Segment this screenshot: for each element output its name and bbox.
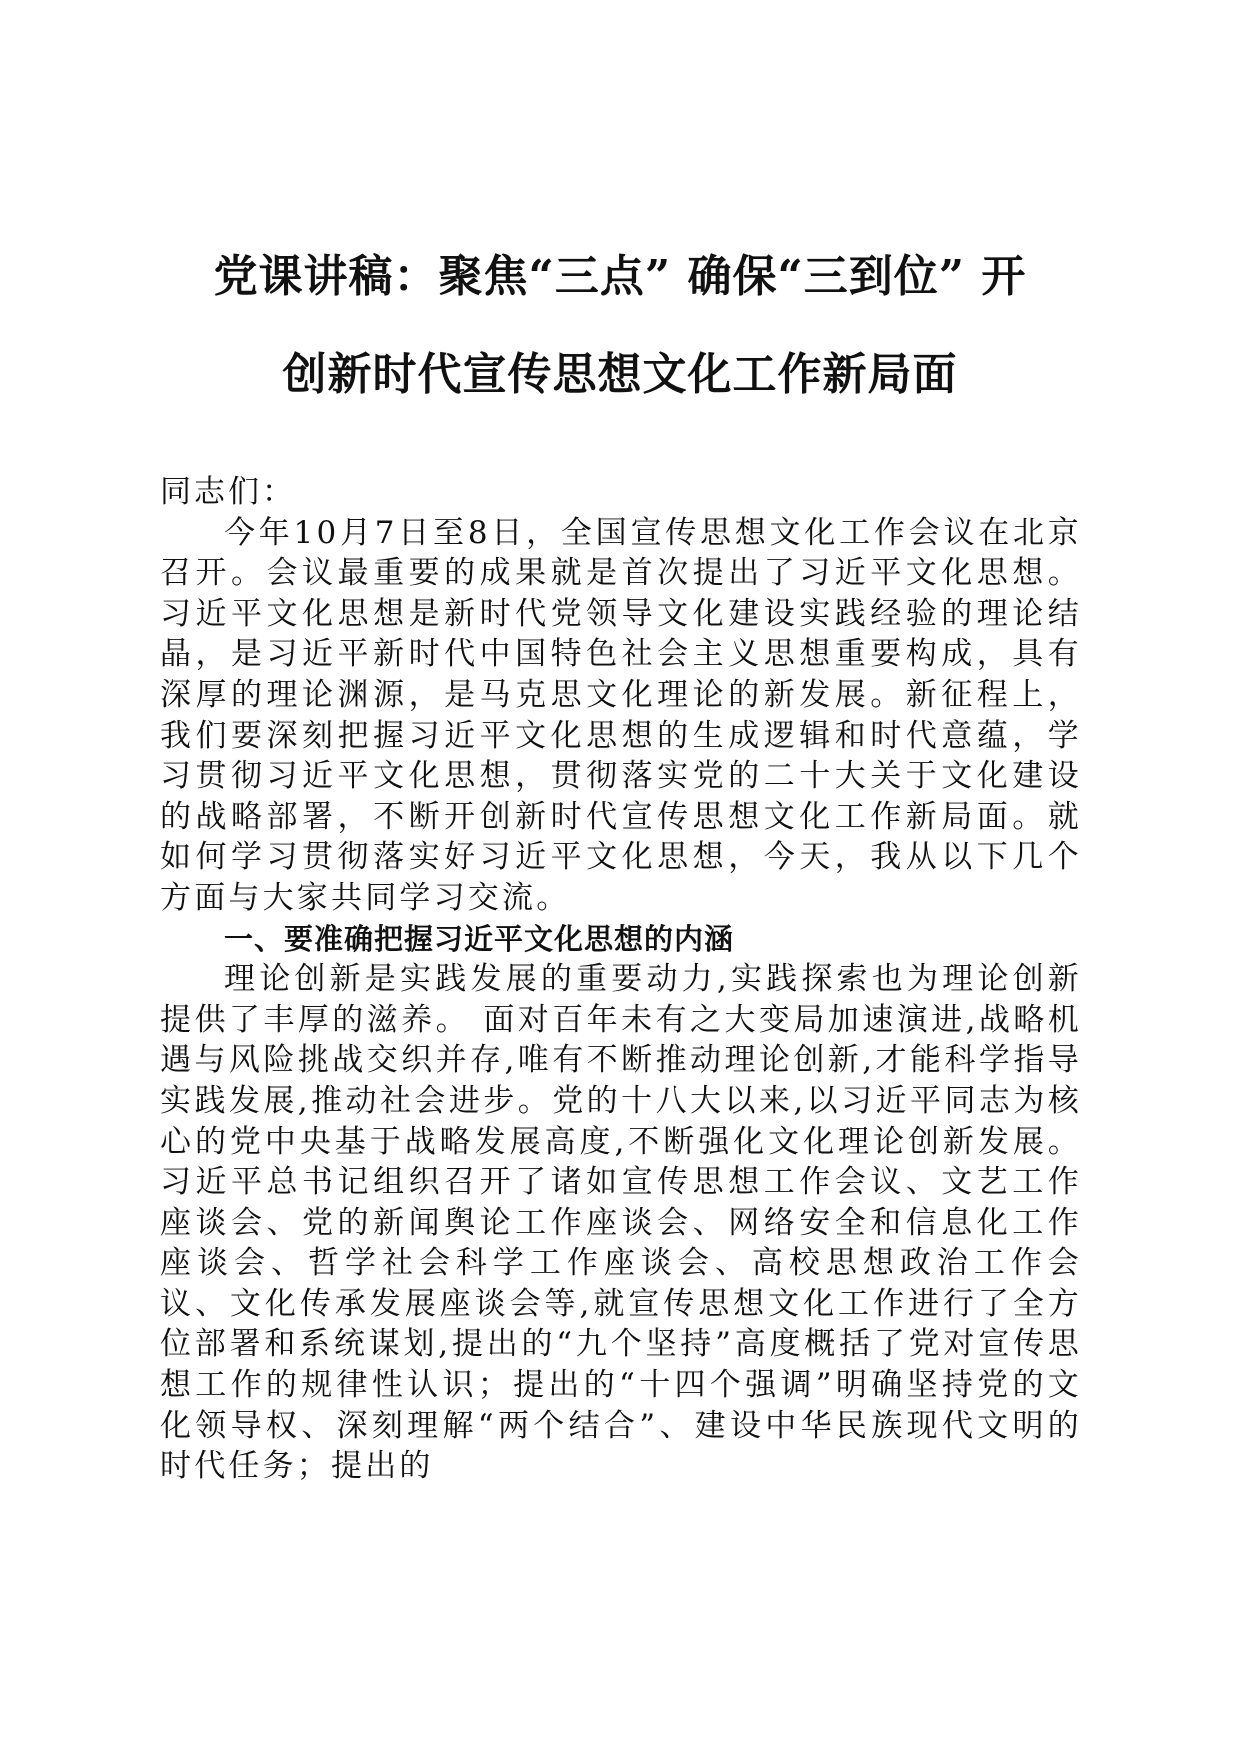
paragraph-intro: 今年10月7日至8日，全国宣传思想文化工作会议在北京召开。会议最重要的成果就是首次提出了习近平文化思想。习近平文化思想是新时代党领导文化建设实践经验的理论结晶，是习近平新时代中国特色社会主义思想重要构成，具有深厚的理论渊源，是马克思文化理论的新发展。新征程上，我们要深刻把握习近平文化思想的生成逻辑和时代意蕴，学习贯彻习近平文化思想，贯彻落实党的二十大关于文化建设的战略部署，不断开创新时代宣传思想文化工作新局面。就如何学习贯彻落实好习近平文化思想，今天，我从以下几个方面与大家共同学习交流。 [160,514,1082,916]
document-title [140,228,1100,424]
title-line-2: 创新时代宣传思想文化工作新局面 [282,349,958,400]
title-line-1: 党课讲稿：聚焦“三点” 确保“三到位” 开 [213,251,1027,302]
greeting: 同志们： [160,474,296,510]
document-body [160,472,1082,1487]
paragraph-section-1: 理论创新是实践发展的重要动力,实践探索也为理论创新提供了丰厚的滋养。 面对百年未有之大变局加速演进,战略机遇与风险挑战交织并存,唯有不断推动理论创新,才能科学指导实践发展,推动社会进步。党的十八大以来,以习近平同志为核心的党中央基于战略发展高度,不断强化文化理论创新发展。 习近平总书记组织召开了诸如宣传思想工作会议、文艺工作座谈会、党的新闻舆论工作座谈会、网络安全和信息化工作座谈会、哲学社会科学工作座谈会、高校思想政治工作会议、文化传承发展座谈会等,就宣传思想文化工作进行了全方位部署和系统谋划,提出的“九个坚持”高度概括了党对宣传思想工作的规律性认识；提出的“十四个强调”明确坚持党的文化领导权、深刻理解“两个结合”、建设中华民族现代文明的时代任务；提出的 [160,961,1082,1485]
section-heading-1: 一、要准确把握习近平文化思想的内涵 [224,921,735,956]
